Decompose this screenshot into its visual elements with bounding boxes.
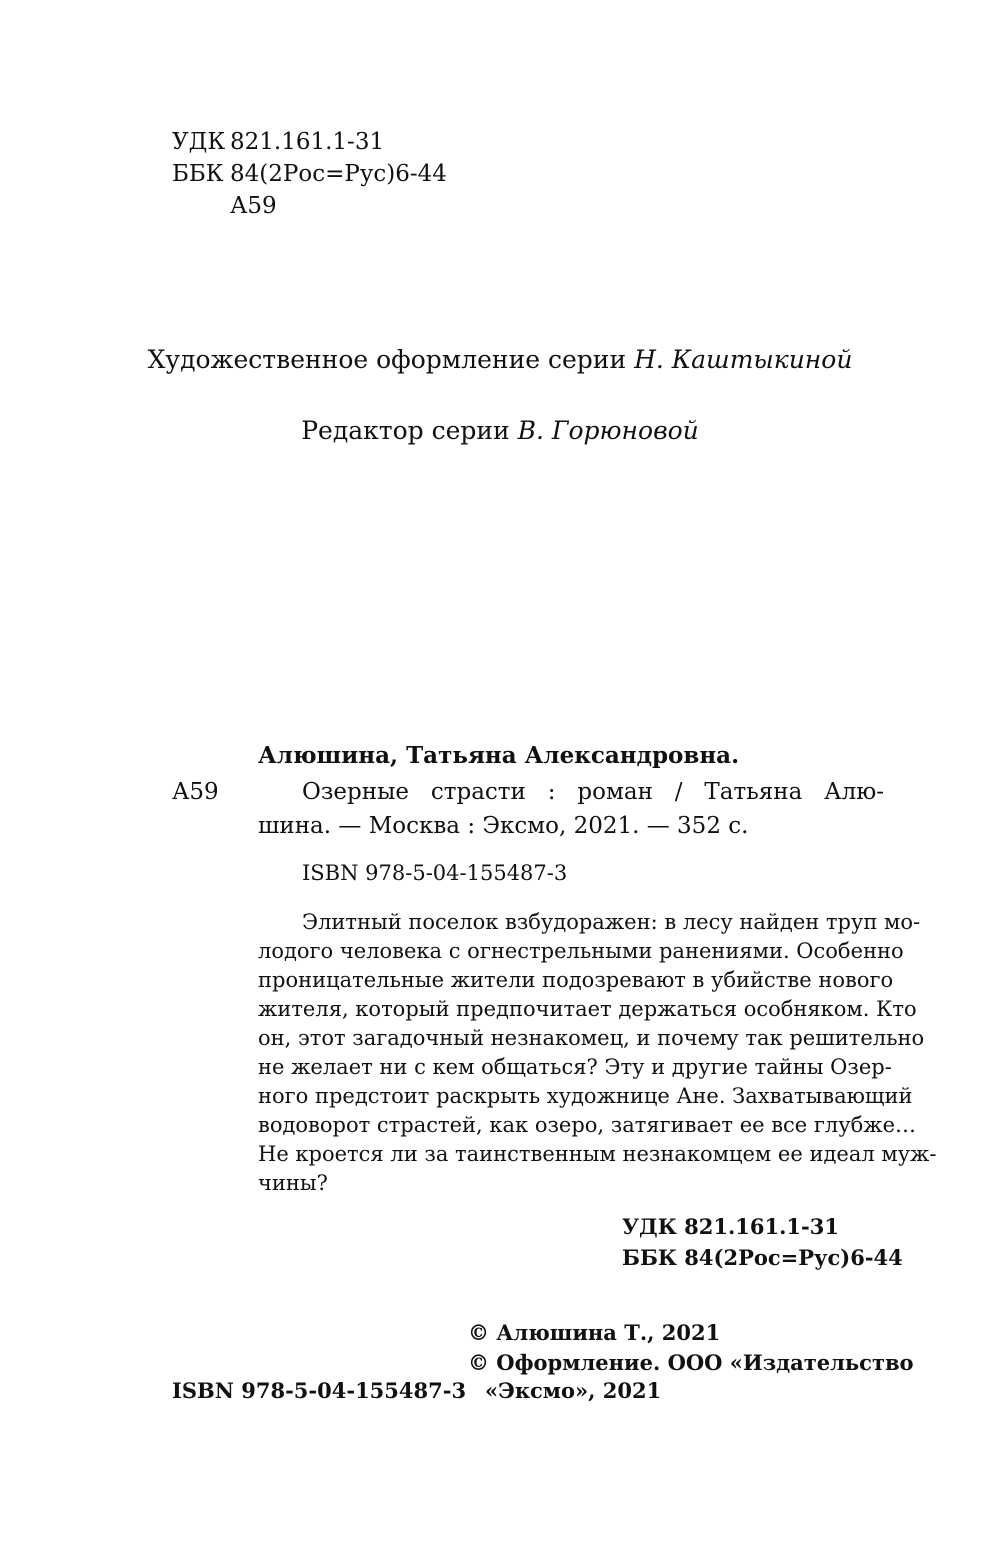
- bbk-value: 84(2Рос=Рус)6-44: [230, 161, 447, 187]
- annotation-line: жителя, который предпочитает держаться особняком. Кто: [258, 997, 917, 1021]
- author-heading: Алюшина, Татьяна Александровна.: [258, 742, 740, 769]
- annotation-line: проницательные жители подозревают в убийстве нового: [258, 968, 894, 992]
- editor-credit-prefix: Редактор серии: [301, 416, 510, 445]
- annotation-line: ного предстоит раскрыть художнице Ане. Захватывающий: [258, 1084, 913, 1108]
- annotation-line: чины?: [258, 1171, 328, 1195]
- card-isbn: ISBN 978-5-04-155487-3: [302, 861, 568, 885]
- copyright-design-line-1: © Оформление. ООО «Издательство: [468, 1350, 914, 1375]
- author-mark-card: А59: [172, 779, 219, 805]
- design-credit-prefix: Художественное оформление серии: [147, 345, 627, 374]
- annotation-line: он, этот загадочный незнакомец, и почему так решительно: [258, 1026, 925, 1050]
- author-mark-top: А59: [230, 193, 277, 219]
- card-udk: УДК 821.161.1-31: [622, 1214, 839, 1239]
- annotation-line: не желает ни с кем общаться? Эту и другие тайны Озер-: [258, 1055, 892, 1079]
- copyright-author: © Алюшина Т., 2021: [468, 1320, 721, 1345]
- title-line-2: шина. — Москва : Эксмо, 2021. — 352 с.: [258, 813, 749, 839]
- design-credit-name: Н. Каштыкиной: [634, 345, 853, 374]
- annotation-line: лодого человека с огнестрельными ранениями. Особенно: [258, 939, 904, 963]
- bbk-row: [172, 160, 447, 188]
- udk-label: УДК: [172, 129, 226, 155]
- udk-row: [172, 128, 384, 156]
- card-bbk: ББК 84(2Рос=Рус)6-44: [622, 1245, 903, 1270]
- annotation-line: Элитный поселок взбудоражен: в лесу найден труп мо-: [302, 910, 921, 934]
- footer-isbn: ISBN 978-5-04-155487-3: [172, 1378, 467, 1403]
- copyright-design-line-2: «Эксмо», 2021: [485, 1378, 662, 1403]
- annotation-line: водоворот страстей, как озеро, затягивает ее все глубже…: [258, 1113, 916, 1137]
- udk-value: 821.161.1-31: [230, 129, 385, 155]
- title-line-1: Озерные страсти : роман / Татьяна Алю-: [302, 779, 884, 805]
- editor-credit-name: В. Горюновой: [517, 416, 699, 445]
- bbk-label: ББК: [172, 161, 224, 187]
- editor-credit: [0, 416, 1000, 446]
- design-credit: [0, 345, 1000, 375]
- annotation-line: Не кроется ли за таинственным незнакомцем ее идеал муж-: [258, 1142, 937, 1166]
